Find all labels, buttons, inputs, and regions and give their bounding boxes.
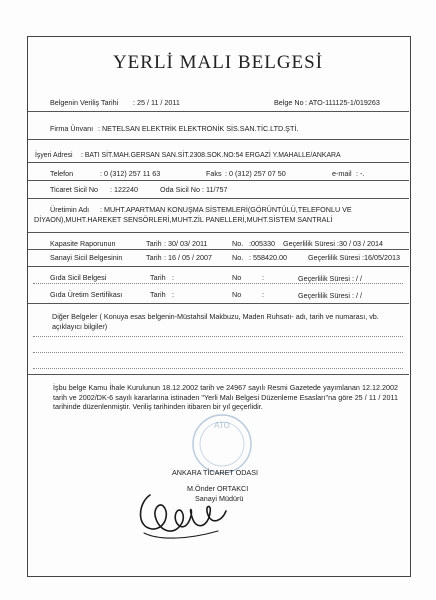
divider [28, 266, 409, 267]
food-production-date-value: : [172, 290, 174, 299]
capacity-date-value: : 30/ 03/ 2011 [164, 239, 208, 248]
dotted-line [33, 368, 403, 369]
industry-valid-label: Geçerlilik Süresi [308, 253, 360, 262]
capacity-label: Kapasite Raporunun [50, 239, 116, 248]
trade-registry-label: Ticaret Sicil No [50, 185, 99, 194]
product-label: Üretimin Adı [50, 205, 90, 214]
divider [28, 162, 409, 163]
document-no-value: : ATO-111125-1/019263 [305, 98, 380, 107]
food-production-valid-label: Geçerlilik Süresi [298, 291, 350, 300]
email-label: e-mail [332, 169, 352, 178]
phone-label: Telefon [50, 169, 74, 178]
food-production-date-label: Tarih [150, 290, 166, 299]
firm-value: : NETELSAN ELEKTRİK ELEKTRONİK SİS.SAN.TİC.LTD.ŞTİ. [98, 124, 299, 133]
divider [28, 303, 409, 304]
product-value: : MUHT.APARTMAN KONUŞMA SİSTEMLERİ(GÖRÜNTÜLÜ,TELEFONLU VE DİYAON),MUHT.HAREKET SENSÖRLERİ,MUHT.ZİL PANELLERİ,MUHT.SİSTEM SANTRALİ [34, 205, 352, 224]
divider [28, 139, 409, 140]
phone-value: : 0 (312) 257 11 63 [100, 169, 161, 178]
food-production-no-label: No [232, 290, 242, 299]
industry-date-value: : 16 / 05 / 2007 [164, 253, 212, 262]
industry-date-label: Tarih [146, 253, 162, 262]
industry-no-value: : 558420.00 [249, 253, 287, 262]
dotted-line [33, 336, 403, 337]
food-registry-no-label: No [232, 273, 242, 282]
food-registry-date-label: Tarih [150, 273, 166, 282]
food-registry-valid-label: Geçerlilik Süresi [298, 274, 350, 283]
divider [28, 374, 409, 375]
firm-label: Firma Ünvanı [50, 124, 94, 133]
food-production-valid-value: : / / [352, 291, 362, 300]
legal-statement: İşbu belge Kamu İhale Kurulunun 18.12.2002 tarih ve 24967 sayılı Resmi Gazetede yayımlanan 12.12.2002 tarih ve 2002/DK-6 sayılı kararlarına istinaden "Yerli Malı Belgesi Düzenleme Esasları"na göre 25 / 11 / 2011 tarihinde düzenlenmiştir. Veriliş tarihinden itibaren bir yıl geçerlidir. [53, 383, 398, 412]
issuer-position: Sanayi Müdürü [195, 494, 244, 503]
food-production-label: Gıda Üretim Sertifikası [50, 290, 123, 299]
food-production-no-value: : [262, 290, 264, 299]
capacity-date-label: Tarih [146, 239, 162, 248]
stamp-text: ATO [214, 421, 230, 430]
chamber-registry-label: Oda Sicil No [160, 185, 200, 194]
divider [28, 198, 409, 199]
food-registry-no-value: : [262, 273, 264, 282]
industry-label: Sanayi Sicil Belgesinin [50, 253, 123, 262]
capacity-valid-value: :30 / 03 / 2014 [337, 239, 383, 248]
email-value: : -. [356, 169, 365, 178]
industry-valid-value: :16/05/2013 [362, 253, 400, 262]
dotted-line [33, 352, 403, 353]
capacity-valid-label: Geçerlilik Süresi [283, 239, 335, 248]
divider [28, 232, 409, 233]
divider [28, 111, 409, 112]
chamber-registry-value: : 11/757 [202, 185, 228, 194]
divider [28, 180, 409, 181]
other-documents-text: Diğer Belgeler ( Konuya esas belgenin-Müstahsil Makbuzu, Maden Ruhsatı- adı, tarih ve numarası, vb. açıklayıcı bilgiler) [52, 312, 379, 331]
capacity-no-value: :005330 [249, 239, 275, 248]
address-value: : BATI SİT.MAH.GERSAN SAN.SİT.2308.SOK.NO:54 ERGAZİ Y.MAHALLE/ANKARA [81, 152, 341, 159]
issue-date-label: Belgenin Veriliş Tarihi [50, 98, 119, 107]
fax-value: : 0 (312) 257 07 50 [225, 169, 286, 178]
divider [28, 249, 409, 250]
food-registry-date-value: : [172, 273, 174, 282]
food-registry-label: Gıda Sicil Belgesi [50, 273, 107, 282]
issuer-name: M.Önder ORTAKCI [187, 484, 249, 493]
food-registry-valid-value: : / / [352, 274, 362, 283]
capacity-no-label: No. [232, 239, 244, 248]
issuer-organization: ANKARA TİCARET ODASI [172, 468, 259, 477]
document-no-label: Belge No [274, 98, 304, 107]
trade-registry-value: : 122240 [110, 185, 138, 194]
document-title: YERLİ MALI BELGESİ [112, 52, 324, 73]
dotted-line [33, 283, 403, 284]
fax-label: Faks [206, 169, 222, 178]
issue-date-value: : 25 / 11 / 2011 [133, 98, 180, 107]
industry-no-label: No. [232, 253, 244, 262]
chamber-stamp [190, 412, 254, 476]
address-label: İşyeri Adresi [35, 152, 73, 159]
handwritten-signature [130, 475, 230, 545]
